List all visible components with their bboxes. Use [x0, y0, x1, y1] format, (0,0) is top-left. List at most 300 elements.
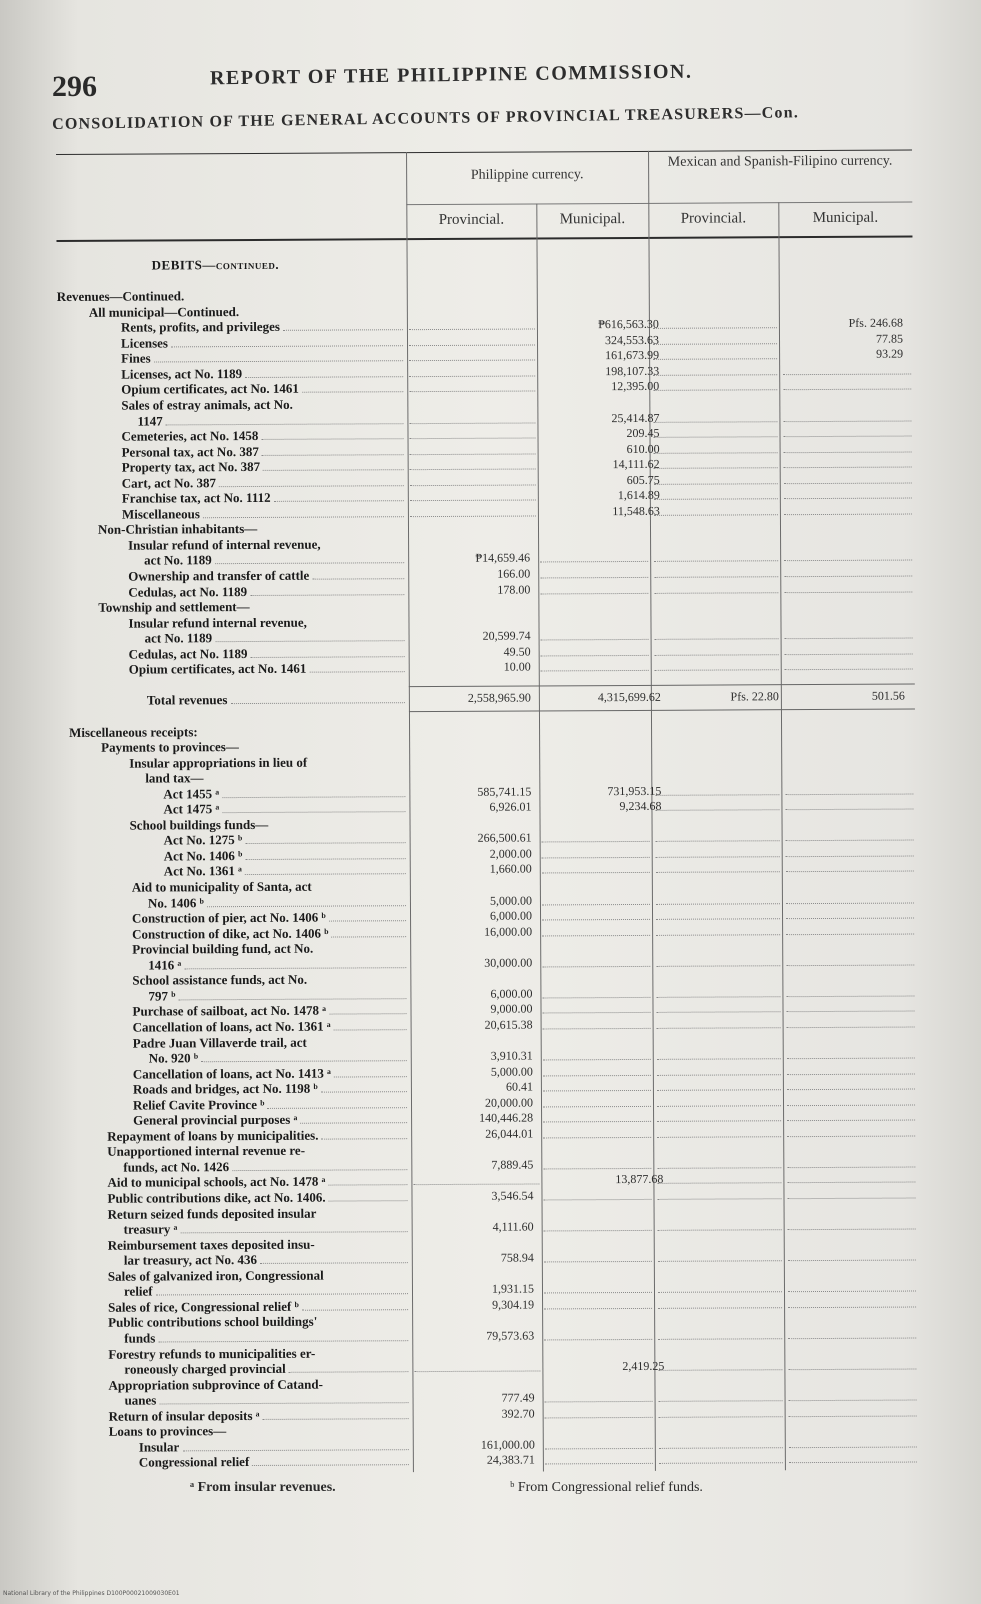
- dot-leader: [329, 1200, 408, 1201]
- dot-leader: [543, 1074, 651, 1076]
- dot-leader: [659, 1463, 783, 1465]
- row-label: Total revenues: [146, 692, 228, 708]
- cell-ph-provincial: 9,304.19: [492, 1297, 535, 1312]
- col-header-mx-provincial: Provincial.: [680, 210, 747, 227]
- dot-leader: [263, 469, 404, 471]
- dot-leader: [545, 1463, 653, 1465]
- dot-leader: [274, 500, 404, 502]
- cell-ph-provincial: 1,660.00: [489, 861, 532, 877]
- row-label: Revenues—Continued.: [56, 288, 185, 305]
- dot-leader: [656, 872, 780, 874]
- running-head: REPORT OF THE PHILIPPINE COMMISSION.: [209, 60, 693, 90]
- dot-leader: [154, 360, 403, 362]
- cell-ph-provincial: 178.00: [497, 582, 531, 597]
- row-label: Non-Christian inhabitants—: [97, 521, 258, 538]
- dot-leader: [654, 436, 778, 438]
- row-label: Opium certificates, act No. 1461: [128, 660, 307, 677]
- dot-leader: [410, 469, 536, 471]
- cell-mx-municipal: 93.29: [876, 346, 904, 362]
- dot-leader: [656, 841, 780, 843]
- subheader-rule: [406, 202, 912, 206]
- dot-leader: [784, 482, 912, 484]
- dot-leader: [789, 1415, 917, 1417]
- row-label: Aid to municipal schools, act No. 1478 ᵃ: [107, 1174, 326, 1191]
- row-label: Cart, act No. 387: [121, 474, 217, 491]
- row-label: Miscellaneous receipts:: [69, 723, 198, 740]
- row-label: act No. 1189: [144, 552, 212, 568]
- cell-ph-provincial: 79,573.63: [486, 1328, 535, 1343]
- dot-leader: [783, 420, 911, 422]
- dot-leader: [222, 811, 405, 813]
- dot-leader: [788, 1260, 916, 1262]
- dot-leader: [542, 997, 650, 999]
- dot-leader: [655, 670, 779, 672]
- dot-leader: [231, 703, 405, 705]
- footnote-b: ᵇ From Congressional relief funds.: [510, 1480, 703, 1495]
- dot-leader: [201, 1060, 407, 1062]
- row-label: 1147: [137, 412, 163, 429]
- dot-leader: [788, 1198, 916, 1200]
- dot-leader: [659, 1447, 783, 1449]
- dot-leader: [158, 1340, 408, 1342]
- cell-ph-provincial: 7,889.45: [491, 1157, 534, 1172]
- dot-leader: [409, 344, 535, 346]
- cell-ph-municipal: 731,953.15: [607, 783, 662, 798]
- dot-leader: [329, 1014, 406, 1015]
- row-label: roneously charged provincial: [124, 1360, 286, 1377]
- row-label: Franchise tax, act No. 1112: [121, 490, 271, 506]
- row-label: Return of insular deposits ᵃ: [108, 1407, 260, 1424]
- dot-leader: [788, 1229, 916, 1231]
- dot-leader: [283, 329, 403, 331]
- dot-leader: [180, 1231, 407, 1233]
- dot-leader: [657, 1074, 781, 1076]
- dot-leader: [785, 638, 913, 640]
- dot-leader: [542, 857, 650, 859]
- table-title: CONSOLIDATION OF THE GENERAL ACCOUNTS OF PROVINCIAL TREASURERS—Con.: [52, 104, 800, 133]
- dot-leader: [543, 1168, 651, 1170]
- cell-ph-provincial: 6,000.00: [490, 986, 533, 1001]
- col-header-ph-municipal: Municipal.: [559, 211, 626, 228]
- row-label: Unapportioned internal revenue re-: [107, 1143, 306, 1160]
- dot-leader: [787, 1104, 915, 1106]
- cell-ph-municipal: 9,234.68: [619, 799, 662, 814]
- dot-leader: [656, 856, 780, 858]
- scan-credit: National Library of the Philippines D100P00021009030E01: [3, 1590, 180, 1597]
- dot-leader: [786, 855, 914, 857]
- row-label: School buildings funds—: [129, 816, 269, 833]
- dot-leader: [789, 1446, 917, 1448]
- dot-leader: [654, 452, 778, 454]
- cell-ph-provincial: 16,000.00: [484, 924, 533, 939]
- cell-ph-provincial: 4,111.60: [492, 1219, 534, 1234]
- dot-leader: [657, 1167, 781, 1169]
- group-header-philippine: Philippine currency.: [470, 167, 584, 183]
- dot-leader: [787, 1166, 915, 1168]
- cell-ph-provincial: 1,931.15: [491, 1281, 535, 1297]
- dot-leader: [542, 903, 650, 905]
- dot-leader: [654, 561, 778, 563]
- row-label: Insular appropriations in lieu of: [129, 754, 308, 771]
- row-label: Public contributions school buildings': [108, 1314, 318, 1331]
- dot-leader: [657, 1136, 781, 1138]
- dot-leader: [544, 1339, 652, 1341]
- dot-leader: [788, 1369, 916, 1371]
- row-label: Sales of galvanized iron, Congressional: [107, 1267, 324, 1284]
- dot-leader: [654, 514, 778, 516]
- dot-leader: [321, 1091, 407, 1092]
- dot-leader: [260, 1262, 408, 1264]
- dot-leader: [332, 936, 407, 937]
- dot-leader: [653, 374, 777, 376]
- row-label: Cedulas, act No. 1189: [128, 645, 248, 662]
- row-label: relief: [123, 1283, 153, 1299]
- row-label: Public contributions dike, act No. 1406.: [107, 1189, 326, 1206]
- dot-leader: [159, 1402, 408, 1404]
- row-label: Sales of rice, Congressional relief ᵇ: [108, 1298, 299, 1315]
- dot-leader: [245, 874, 406, 876]
- dot-leader: [245, 858, 405, 860]
- row-label: Construction of pier, act No. 1406 ᵇ: [131, 909, 326, 926]
- dot-leader: [786, 902, 914, 904]
- cell-ph-municipal: 13,877.68: [615, 1172, 664, 1187]
- dot-leader: [657, 1058, 781, 1060]
- dot-leader: [658, 1198, 782, 1200]
- row-label: Padre Juan Villaverde trail, act: [132, 1034, 307, 1051]
- cell-mx-provincial: Pfs. 22.80: [730, 689, 779, 704]
- cell-ph-provincial: 3,910.31: [490, 1048, 533, 1063]
- dot-leader: [654, 576, 778, 578]
- dot-leader: [786, 918, 914, 920]
- col-header-mx-municipal: Municipal.: [812, 209, 879, 227]
- dot-leader: [784, 513, 912, 515]
- dot-leader: [215, 563, 404, 565]
- dot-leader: [653, 359, 777, 361]
- dot-leader: [410, 500, 536, 502]
- row-label: No. 1406 ᵇ: [147, 894, 204, 911]
- row-label: uanes: [124, 1392, 157, 1408]
- cell-ph-municipal: 209.45: [626, 425, 660, 441]
- dot-leader: [156, 1293, 408, 1295]
- row-label: Rents, profits, and privileges: [120, 319, 280, 335]
- row-label: Act No. 1275 ᵇ: [163, 832, 243, 848]
- row-label: Insular refund of internal revenue,: [128, 536, 321, 553]
- cell-ph-municipal: 324,553.63: [604, 332, 660, 347]
- dot-leader: [540, 592, 648, 594]
- dot-leader: [322, 1138, 408, 1139]
- cell-ph-municipal: 198,107.33: [605, 363, 660, 378]
- dot-leader: [653, 327, 777, 329]
- dot-leader: [789, 1400, 917, 1402]
- row-label: Fines: [121, 350, 151, 366]
- cell-ph-provincial: 30,000.00: [484, 955, 533, 970]
- dot-leader: [785, 653, 913, 655]
- dot-leader: [787, 1182, 915, 1184]
- dot-leader: [787, 1026, 915, 1028]
- dot-leader: [262, 454, 404, 456]
- dot-leader: [252, 1465, 409, 1467]
- dot-leader: [179, 998, 407, 1000]
- dot-leader: [541, 655, 649, 657]
- dot-leader: [409, 329, 535, 331]
- dot-leader: [655, 809, 779, 811]
- cell-ph-provincial: 758.94: [500, 1250, 534, 1265]
- dot-leader: [543, 1121, 651, 1123]
- dot-leader: [786, 871, 914, 873]
- dot-leader: [543, 1059, 651, 1061]
- row-label: Insular refund internal revenue,: [128, 614, 307, 631]
- row-label: Forestry refunds to municipalities er-: [108, 1345, 316, 1362]
- dot-leader: [312, 578, 404, 579]
- col-header-ph-provincial: Provincial.: [438, 211, 505, 228]
- row-label: Act No. 1361 ᵃ: [163, 863, 242, 879]
- dot-leader: [245, 843, 405, 845]
- group-header-mexican: Mexican and Spanish-Filipino currency.: [667, 153, 893, 170]
- row-label: Insular: [138, 1439, 180, 1455]
- cell-ph-provincial: 6,000.00: [489, 908, 533, 923]
- dot-leader: [409, 391, 535, 393]
- dot-leader: [171, 345, 403, 347]
- row-label: Relief Cavite Province ᵇ: [132, 1096, 265, 1113]
- row-label: Property tax, act No. 387: [121, 459, 261, 475]
- dot-leader: [653, 421, 777, 423]
- dot-leader: [542, 966, 650, 968]
- dot-leader: [410, 453, 536, 455]
- dot-leader: [785, 669, 913, 671]
- dot-leader: [656, 903, 780, 905]
- cell-ph-provincial: 24,383.71: [486, 1452, 535, 1468]
- row-label: School assistance funds, act No.: [132, 971, 308, 988]
- dot-leader: [215, 640, 404, 642]
- cell-ph-provincial: 266,500.61: [477, 830, 532, 846]
- dot-leader: [785, 793, 913, 795]
- dot-leader: [414, 1371, 540, 1373]
- dot-leader: [409, 375, 535, 377]
- dot-leader: [543, 1012, 651, 1014]
- dot-leader: [657, 1089, 781, 1091]
- dot-leader: [334, 1076, 407, 1077]
- dot-leader: [784, 467, 912, 469]
- dot-leader: [654, 592, 778, 594]
- row-label: Construction of dike, act No. 1406 ᵇ: [132, 925, 329, 942]
- row-label: land tax—: [145, 770, 204, 786]
- cell-ph-municipal: 4,315,699.62: [597, 690, 661, 705]
- dot-leader: [787, 1120, 915, 1122]
- dot-leader: [329, 920, 406, 921]
- dot-leader: [541, 639, 649, 641]
- dot-leader: [784, 560, 912, 562]
- dot-leader: [658, 1307, 782, 1309]
- cell-ph-municipal: 161,673.99: [605, 348, 660, 363]
- dot-leader: [251, 656, 405, 658]
- cell-ph-provincial: 166.00: [497, 566, 531, 581]
- dot-leader: [657, 1027, 781, 1029]
- dot-leader: [545, 1448, 653, 1450]
- row-label: Roads and bridges, act No. 1198 ᵇ: [132, 1080, 318, 1097]
- cell-ph-municipal: 25,414.87: [611, 410, 660, 425]
- cell-ph-provincial: 6,926.01: [489, 799, 532, 814]
- table-row: [63, 1451, 919, 1470]
- dot-leader: [786, 840, 914, 842]
- cell-ph-provincial: 49.50: [503, 644, 531, 659]
- row-label: Appropriation subprovince of Catand-: [108, 1376, 323, 1393]
- dot-leader: [543, 1090, 651, 1092]
- row-label: act No. 1189: [144, 630, 213, 646]
- row-label: DEBITS—continued.: [151, 256, 280, 273]
- row-label: Reimbursement taxes deposited insu-: [107, 1236, 315, 1253]
- cell-ph-provincial: 2,000.00: [489, 846, 532, 861]
- page-number: 296: [52, 70, 97, 103]
- footnote-a: ᵃ From insular revenues.: [190, 1480, 336, 1495]
- row-label: Act No. 1406 ᵇ: [163, 847, 243, 864]
- cell-ph-provincial: 20,599.74: [482, 628, 531, 643]
- cell-ph-municipal: 12,395.00: [611, 379, 660, 394]
- dot-leader: [787, 1135, 915, 1137]
- row-label: Opium certificates, act No. 1461: [121, 381, 299, 398]
- dot-leader: [658, 1338, 782, 1340]
- row-label: Loans to provinces—: [108, 1423, 227, 1439]
- row-label: Return seized funds deposited insular: [107, 1205, 317, 1222]
- dot-leader: [222, 796, 405, 798]
- dot-leader: [657, 1105, 781, 1107]
- dot-leader: [783, 389, 911, 391]
- dot-leader: [410, 515, 536, 517]
- dot-leader: [789, 1462, 917, 1464]
- dot-leader: [786, 995, 914, 997]
- cell-ph-provincial: 3,546.54: [491, 1188, 534, 1203]
- dot-leader: [654, 498, 778, 500]
- dot-leader: [219, 485, 404, 487]
- dot-leader: [786, 933, 914, 935]
- dot-leader: [784, 498, 912, 500]
- dot-leader: [542, 841, 650, 843]
- row-label: Miscellaneous: [121, 506, 200, 522]
- dot-leader: [659, 1416, 783, 1418]
- dot-leader: [786, 964, 914, 966]
- dot-leader: [656, 996, 780, 998]
- dot-leader: [245, 376, 403, 378]
- row-label: Licenses, act No. 1189: [121, 365, 243, 382]
- dot-leader: [410, 484, 536, 486]
- dot-leader: [653, 390, 777, 392]
- cell-ph-provincial: 10.00: [503, 659, 531, 674]
- dot-leader: [166, 423, 404, 425]
- cell-ph-provincial: 2,558,965.90: [467, 690, 531, 706]
- row-label: 797 ᵇ: [148, 988, 176, 1004]
- dot-leader: [184, 967, 406, 969]
- dot-leader: [656, 965, 780, 967]
- cell-ph-municipal: 2,419.25: [622, 1358, 665, 1374]
- cell-ph-provincial: 5,000.00: [490, 1064, 533, 1079]
- dot-leader: [309, 671, 404, 672]
- dot-leader: [543, 1137, 651, 1139]
- dot-leader: [302, 1309, 408, 1311]
- dot-leader: [334, 1029, 407, 1030]
- cell-ph-municipal: 605.75: [626, 472, 660, 487]
- dot-leader: [409, 422, 535, 424]
- cell-ph-municipal: 1,614.89: [617, 488, 660, 503]
- row-label: Cedulas, act No. 1189: [128, 583, 248, 600]
- accounts-table: [56, 144, 919, 1484]
- dot-leader: [207, 905, 406, 907]
- dot-leader: [302, 392, 403, 394]
- cell-ph-provincial: 140,446.28: [479, 1110, 534, 1126]
- dot-leader: [785, 809, 913, 811]
- header-bottom-rule: [56, 236, 912, 242]
- dot-leader: [409, 360, 535, 362]
- dot-leader: [654, 483, 778, 485]
- row-label: Licenses: [120, 335, 169, 351]
- dot-leader: [656, 934, 780, 936]
- dot-leader: [657, 1012, 781, 1014]
- dot-leader: [655, 654, 779, 656]
- cell-ph-municipal: 610.00: [626, 441, 660, 456]
- row-label: Ownership and transfer of cattle: [128, 567, 310, 584]
- dot-leader: [543, 1106, 651, 1108]
- dot-leader: [658, 1260, 782, 1262]
- dot-leader: [659, 1400, 783, 1402]
- row-label: No. 920 ᵇ: [148, 1050, 199, 1066]
- dot-leader: [541, 670, 649, 672]
- cell-ph-provincial: 60.41: [505, 1079, 533, 1094]
- dot-leader: [232, 1169, 407, 1171]
- row-label: Sales of estray animals, act No.: [121, 396, 293, 413]
- dot-leader: [788, 1291, 916, 1293]
- row-label: Congressional relief: [138, 1454, 250, 1470]
- dot-leader: [545, 1401, 653, 1403]
- dot-leader: [787, 1073, 915, 1075]
- cell-ph-provincial: 5,000.00: [489, 893, 532, 908]
- cell-ph-provincial: 9,000.00: [490, 1001, 533, 1017]
- dot-leader: [544, 1199, 652, 1201]
- row-label: Act 1455 ᵃ: [163, 785, 220, 802]
- row-label: Provincial building fund, act No.: [132, 940, 314, 957]
- dot-leader: [653, 343, 777, 345]
- row-label: funds: [124, 1330, 156, 1346]
- dot-leader: [544, 1292, 652, 1294]
- cell-ph-municipal: ₱616,563.30: [598, 317, 659, 332]
- dot-leader: [410, 438, 536, 440]
- row-label: General provincial purposes ᵃ: [133, 1111, 298, 1128]
- row-label: Township and settlement—: [98, 599, 250, 615]
- dot-leader: [788, 1306, 916, 1308]
- row-label: Aid to municipality of Santa, act: [131, 878, 312, 895]
- dot-leader: [542, 935, 650, 937]
- dot-leader: [784, 576, 912, 578]
- dot-leader: [540, 561, 648, 563]
- row-label: funds, act No. 1426: [123, 1158, 230, 1175]
- dot-leader: [658, 1369, 782, 1371]
- dot-leader: [267, 1107, 407, 1109]
- dot-leader: [328, 1185, 407, 1186]
- dot-leader: [655, 638, 779, 640]
- cell-mx-municipal: Pfs. 246.68: [848, 315, 903, 331]
- dot-leader: [544, 1308, 652, 1310]
- dot-leader: [543, 1028, 651, 1030]
- cell-ph-municipal: 14,111.62: [612, 456, 660, 472]
- dot-leader: [784, 436, 912, 438]
- row-label: Repayment of loans by municipalities.: [107, 1127, 319, 1144]
- dot-leader: [787, 1011, 915, 1013]
- dot-leader: [263, 1418, 409, 1420]
- row-label: All municipal—Continued.: [88, 303, 240, 320]
- dot-leader: [654, 467, 778, 469]
- row-label: 1416 ᵃ: [148, 957, 182, 973]
- cell-ph-provincial: 585,741.15: [477, 784, 532, 799]
- dot-leader: [787, 1058, 915, 1060]
- row-label: Cancellation of loans, act No. 1413 ᵃ: [132, 1065, 331, 1082]
- dot-leader: [544, 1230, 652, 1232]
